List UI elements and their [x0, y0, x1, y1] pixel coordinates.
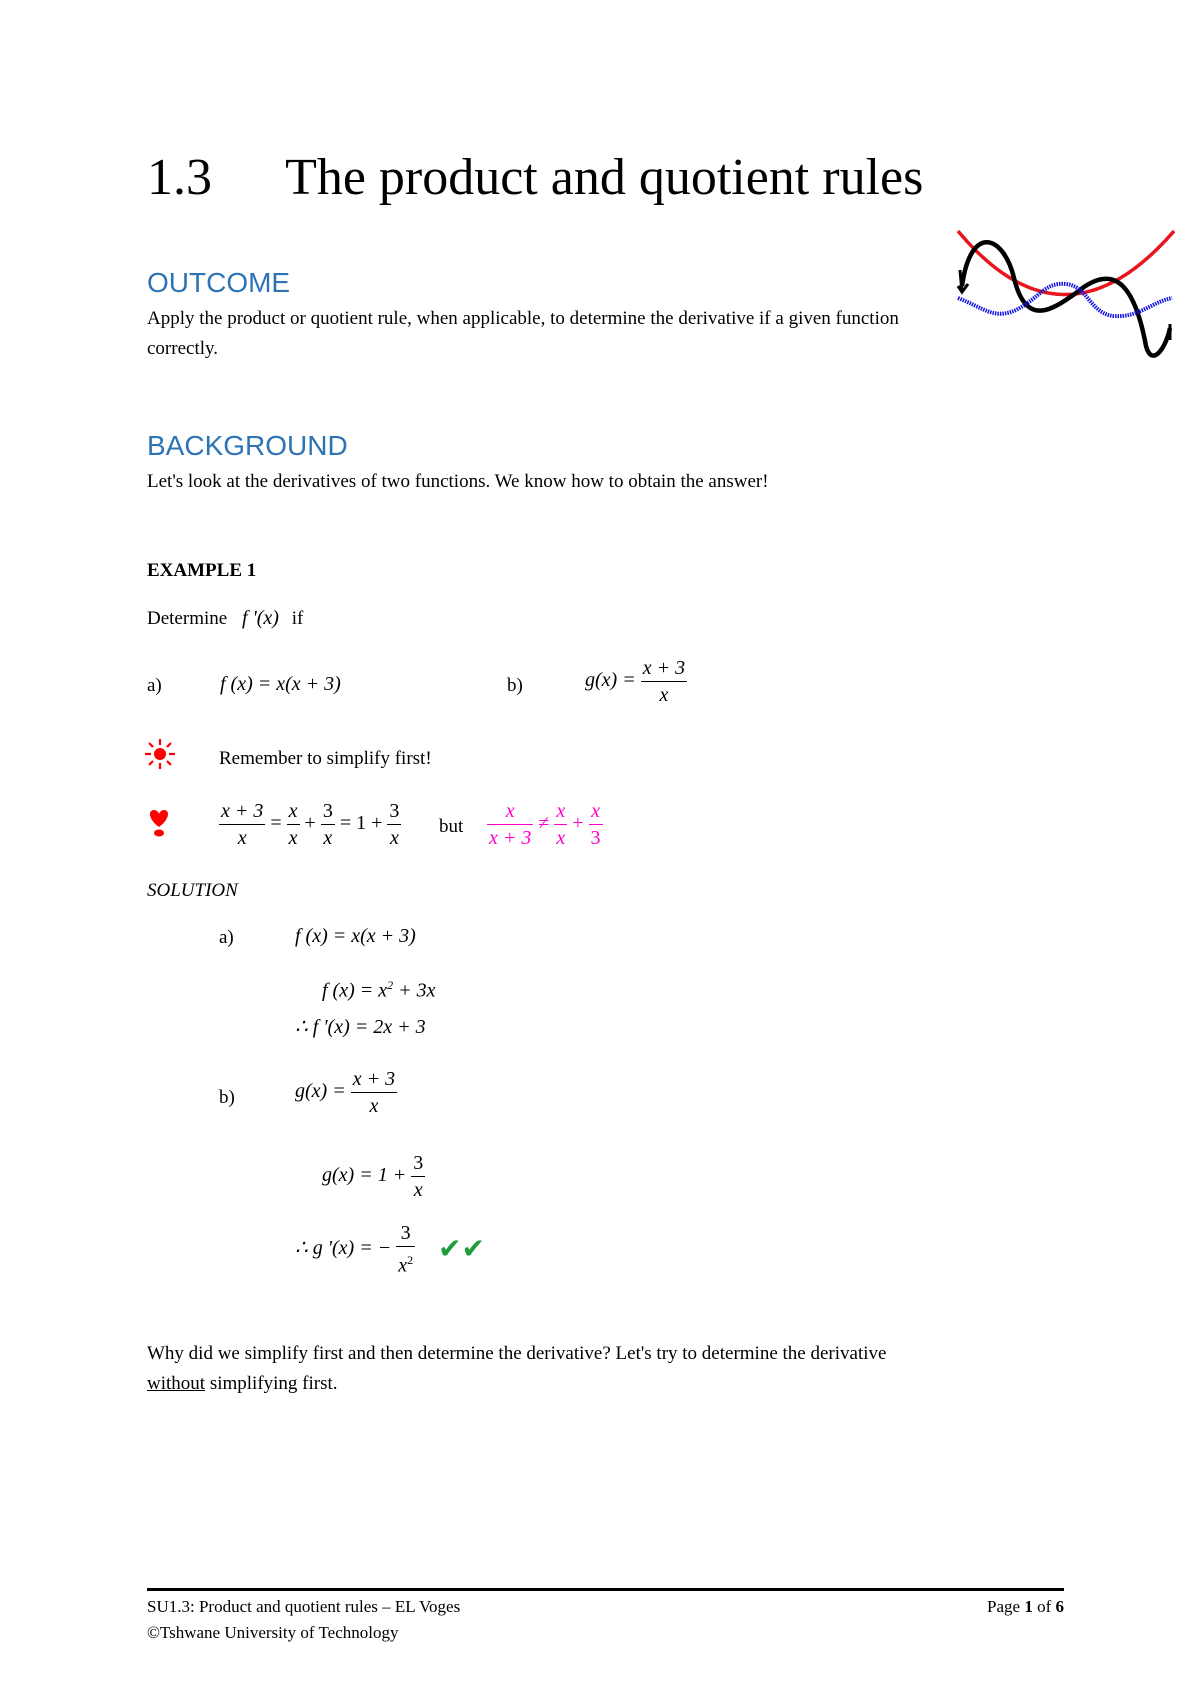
fraction-denominator: x — [659, 684, 669, 706]
fraction-denominator: x — [413, 1179, 423, 1201]
closing-line2: simplifying first. — [205, 1373, 338, 1394]
prompt-expression: f '(x) — [241, 607, 279, 629]
solution-b-line2-lhs: g(x) = 1 + — [322, 1164, 407, 1187]
fraction-x-over-3: $\frac{x}{3}$ — [590, 800, 601, 849]
closing-line1: Why did we simplify first and then determine the derivative? Let's try to determine the derivative — [147, 1343, 887, 1364]
footer-left — [147, 1594, 460, 1646]
fraction-x-over-x-plus-3: $\frac{x}{x + 3}$ — [489, 800, 532, 849]
solution-b-line1 — [295, 1066, 397, 1119]
page-of: of — [1032, 1597, 1056, 1616]
fraction-numerator: x + 3 — [641, 655, 687, 682]
solution-b-line1-lhs: g(x) = — [295, 1080, 346, 1103]
footer-course-line: SU1.3: Product and quotient rules – EL Voges — [147, 1597, 461, 1616]
page-prefix: Page — [987, 1597, 1025, 1616]
solution-a-line3: ∴ f '(x) = 2x + 3 — [295, 1016, 426, 1038]
solution-b-line3 — [295, 1220, 485, 1279]
solution-b-line1-fraction — [351, 1066, 397, 1119]
part-a-label: a) — [147, 675, 162, 696]
closing-underlined-word: without — [147, 1373, 206, 1394]
fraction-x-plus-3-over-x: $\frac{x + 3}{x}$ — [221, 800, 264, 849]
solution-b-line3-lhs: ∴ g '(x) = − — [295, 1236, 392, 1259]
solution-a-line2-lhs: f (x) = x — [322, 979, 388, 1002]
page-number — [960, 1594, 1064, 1620]
solution-b-line2-fraction — [411, 1150, 425, 1203]
exponent: 2 — [407, 1253, 414, 1267]
part-a-expression: f (x) = x(x + 3) — [220, 673, 341, 695]
page-current: 1 — [1024, 1597, 1033, 1616]
checkmarks-icon: ✔✔ — [438, 1234, 486, 1266]
fraction-x-over-x-pink: $\frac{x}{x}$ — [556, 800, 566, 849]
but-word: but — [439, 816, 464, 837]
background-text: Let's look at the derivatives of two functions. We know how to obtain the answer! — [147, 471, 769, 492]
fraction-denominator: x — [398, 1254, 408, 1277]
non-identity: $\frac{x}{x + 3}$ ≠ $\frac{x}{x}$ + $\frac{x}{3}$ — [489, 800, 601, 849]
example-prompt — [147, 603, 303, 634]
part-b-lhs: g(x) = — [585, 669, 636, 692]
outcome-text: Apply the product or quotient rule, when applicable, to determine the derivative if a given function correctly. — [147, 308, 899, 359]
curves-graphic-icon — [956, 228, 1178, 366]
example-heading: EXAMPLE 1 — [147, 560, 257, 581]
solution-a-line2-rhs: + 3x — [393, 979, 436, 1002]
prompt-word: Determine — [147, 608, 228, 629]
outcome-heading: OUTCOME — [147, 267, 291, 298]
page-title — [147, 148, 923, 207]
fraction-3-over-x: $\frac{3}{x}$ — [322, 800, 333, 849]
part-b-fraction — [641, 655, 687, 708]
fraction-3-over-x-result: $\frac{3}{x}$ — [389, 800, 400, 849]
part-b-label: b) — [507, 675, 523, 696]
fraction-numerator: 3 — [396, 1220, 415, 1247]
solution-b-line2 — [322, 1150, 425, 1203]
black-curve — [962, 242, 1170, 355]
sun-icon — [143, 737, 177, 771]
solution-b-label: b) — [219, 1087, 235, 1108]
solution-a-label: a) — [219, 927, 234, 948]
footer-divider — [147, 1588, 1064, 1591]
footer-copyright-line: ©Tshwane University of Technology — [147, 1623, 399, 1642]
section-number: 1.3 — [147, 149, 212, 206]
section-title: The product and quotient rules — [285, 149, 924, 206]
fraction-numerator: 3 — [411, 1150, 425, 1177]
heart-exclamation-icon — [146, 808, 172, 838]
closing-paragraph — [147, 1339, 1087, 1399]
simplification-identity: $\frac{x + 3}{x}$ = $\frac{x}{x}$ + $\frac{3}{x}$ = 1 + $\frac{3}{x}$ — [221, 800, 400, 849]
fraction-x-over-x: $\frac{x}{x}$ — [288, 800, 298, 849]
part-b-expression — [585, 655, 687, 708]
page-total: 6 — [1055, 1597, 1064, 1616]
exponent: 2 — [387, 978, 394, 992]
tip-text: Remember to simplify first! — [219, 748, 432, 769]
solution-a-line1: f (x) = x(x + 3) — [295, 925, 416, 947]
solution-heading: SOLUTION — [147, 880, 238, 901]
fraction-denominator: x — [369, 1095, 379, 1117]
solution-b-line3-fraction — [396, 1220, 415, 1279]
fraction-numerator: x + 3 — [351, 1066, 397, 1093]
solution-a-line2 — [322, 978, 436, 1003]
prompt-if: if — [291, 608, 304, 629]
background-heading: BACKGROUND — [147, 430, 348, 461]
